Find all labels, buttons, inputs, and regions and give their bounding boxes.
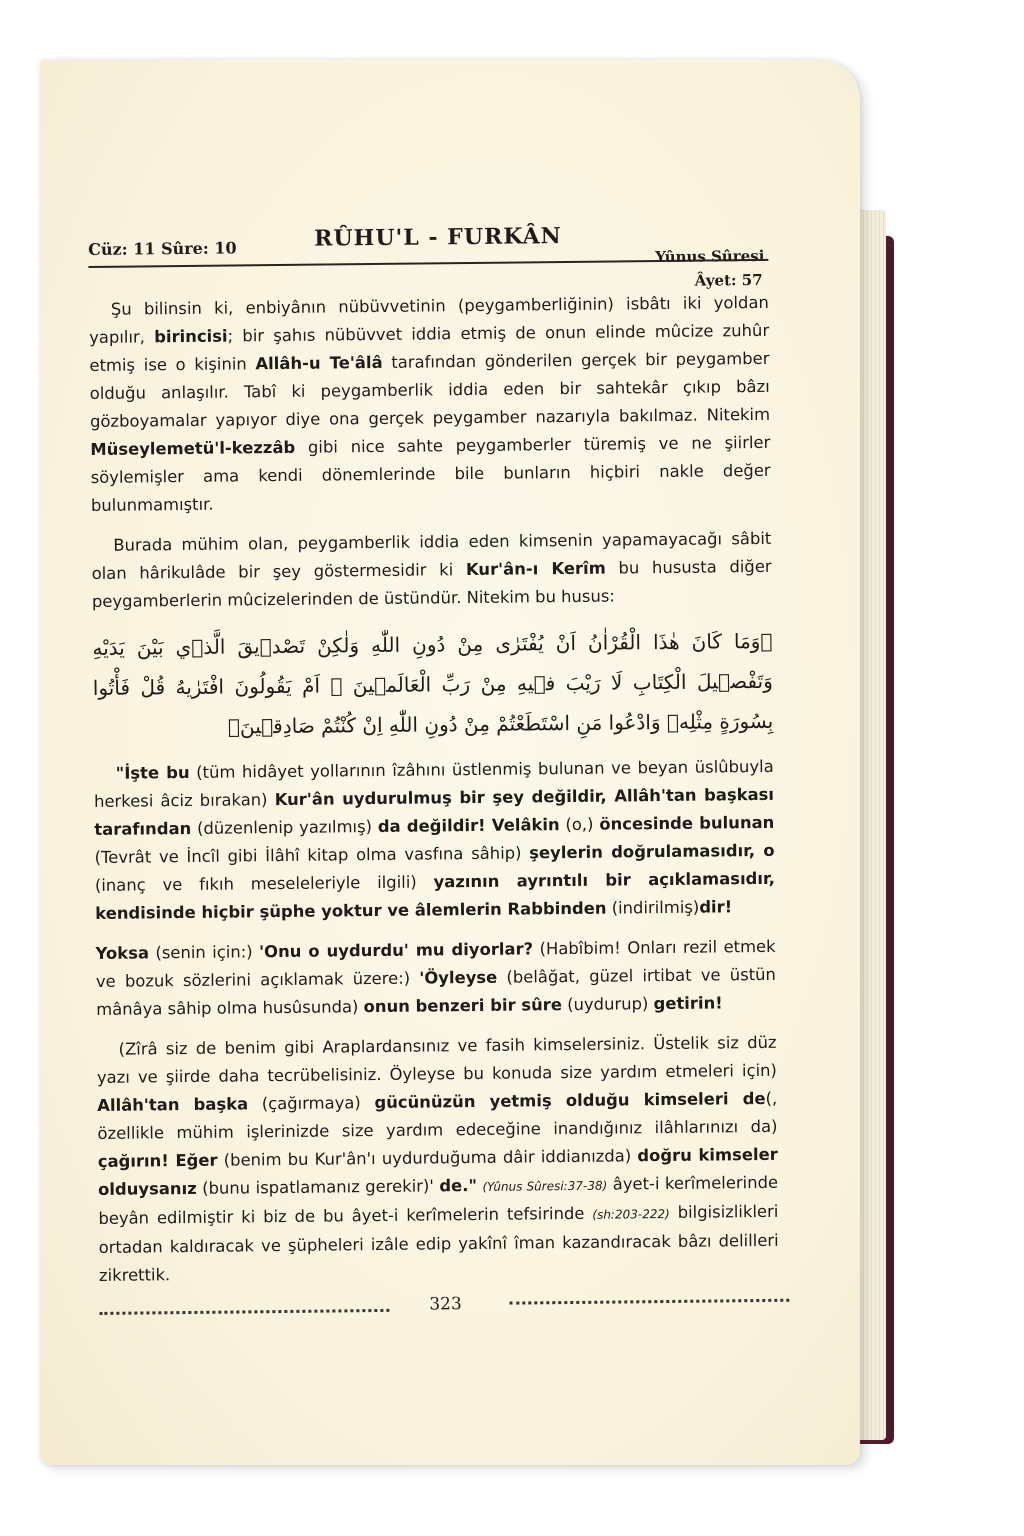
citation-pages: (sh:203-222) (592, 1206, 670, 1222)
paragraph-translation: "İşte bu (tüm hidâyet yollarının îzâhını üstlenmiş bulunan ve beyan üslûbuyla herkesi âciz bırakan) Kur'ân uydurulmuş bir şey değildir, Allâh'tan başkası tarafından (düzenlenip yazılmış) da değildir! Velâkin (o,) öncesinde bulunan (Tevrât ve İncîl gibi İlâhî kitap olma vasfına sâhip) şeylerin doğrulamasıdır, o (inanç ve fıkıh meseleleriyle ilgili) yazının ayrıntılı bir açıklamasıdır, kendisinde hiçbir şüphe yoktur ve âlemlerin Rabbinden (indirilmiş)dir! (93, 756, 775, 923)
arabic-verse: ﴿وَمَا كَانَ هٰذَا الْقُرْاٰنُ اَنْ يُفْتَرٰى مِنْ دُونِ اللّٰهِ وَلٰكِنْ تَصْدٖيقَ الَّذٖي بَيْنَ يَدَيْهِ وَتَفْصٖيلَ الْكِتَابِ لَا رَيْبَ فٖيهِ مِنْ رَبِّ الْعَالَمٖينَ ۞ اَمْ يَقُولُونَ افْتَرٰيهُ قُلْ فَأْتُوا بِسُورَةٍ مِثْلِهٖ وَادْعُوا مَنِ اسْتَطَعْتُمْ مِنْ دُونِ اللّٰهِ اِنْ كُنْتُمْ صَادِقٖينَ﴾ (92, 628, 774, 739)
running-header (88, 219, 768, 272)
paragraph-2: Burada mühim olan, peygamberlik iddia eden kimsenin yapamayacağı sâbit olan hârikulâde bir şey göstermesidir ki Kur'ân-ı Kerîm bu hususta diğer peygamberlerin mûcizelerinden de üstündür. Nitekim bu husus: (91, 528, 772, 611)
ayet-number: Âyet: 57 (694, 270, 763, 290)
footer-dots-left (99, 1309, 389, 1315)
page-number: 323 (429, 1294, 462, 1315)
citation-sura: (Yûnus Sûresi:37-38) (482, 1178, 608, 1194)
page-content (88, 219, 779, 1326)
book-title: RÛHU'L - FURKÂN (314, 223, 562, 252)
sura-name: Yûnus Sûresi (655, 246, 765, 267)
juz-sura-label: Cüz: 11 Sûre: 10 (88, 238, 237, 259)
footer-dots-right (509, 1299, 789, 1305)
paragraph-1: Şu bilinsin ki, enbiyânın nübüvvetinin (peygamberliğinin) isbâtı iki yoldan yapılır, birincisi; bir şahıs nübüvvet iddia etmiş de onun elinde mûcize zuhûr etmiş ise o kişinin Allâh-u Te'âlâ tarafından gönderilen gerçek bir peygamber olduğu anlaşılır. Tabî ki peygamberlik iddia eden bir sahtekâr çıkıp bâzı gözboyamalar yapıyor diye ona gerçek peygamber nazarıyla bakılmaz. Nitekim Müseylemetü'l-kezzâb gibi nice sahte peygamberler türemiş ve ne şiirler söylemişler ama kendi dönemlerinde bile bunların hiçbiri nakle değer bulunmamıştır. (89, 292, 771, 515)
paragraph-zira: (Zîrâ siz de benim gibi Araplardansınız ve fasih kimselersiniz. Üstelik siz düz yazı ve şiirde daha tecrübelisiniz. Öyleyse bu konuda size yardım etmeleri için) Allâh'tan başka (çağırmaya) gücünüzün yetmiş olduğu kimseleri de(, özellikle mühim işlerinizde size yardım edeceğine inandığınız ilâhlarınızı da) çağırın! Eğer (benim bu Kur'ân'ı uydurduğuma dâir iddianızda) doğru kimseler olduysanız (bunu ispatlamanız gerekir)' de." (Yûnus Sûresi:37-38) âyet-i kerîmelerinde beyân edilmiştir ki biz de bu âyet-i kerîmelerin tefsirinde (sh:203-222) bilgisizlikleri ortadan kaldıracak ve şüpheleri izâle edip yakînî îman kazandıracak bâzı delilleri zikrettik. (96, 1032, 779, 1285)
paragraph-yoksa: Yoksa (senin için:) 'Onu o uydurdu' mu diyorlar? (Habîbim! Onları rezil etmek ve bozuk sözlerini açıklamak üzere:) 'Öyleyse (belâğat, güzel irtibat ve üstün mânâya sâhip olma husûsunda) onun benzeri bir sûre (uydurup) getirin! (95, 936, 776, 1019)
